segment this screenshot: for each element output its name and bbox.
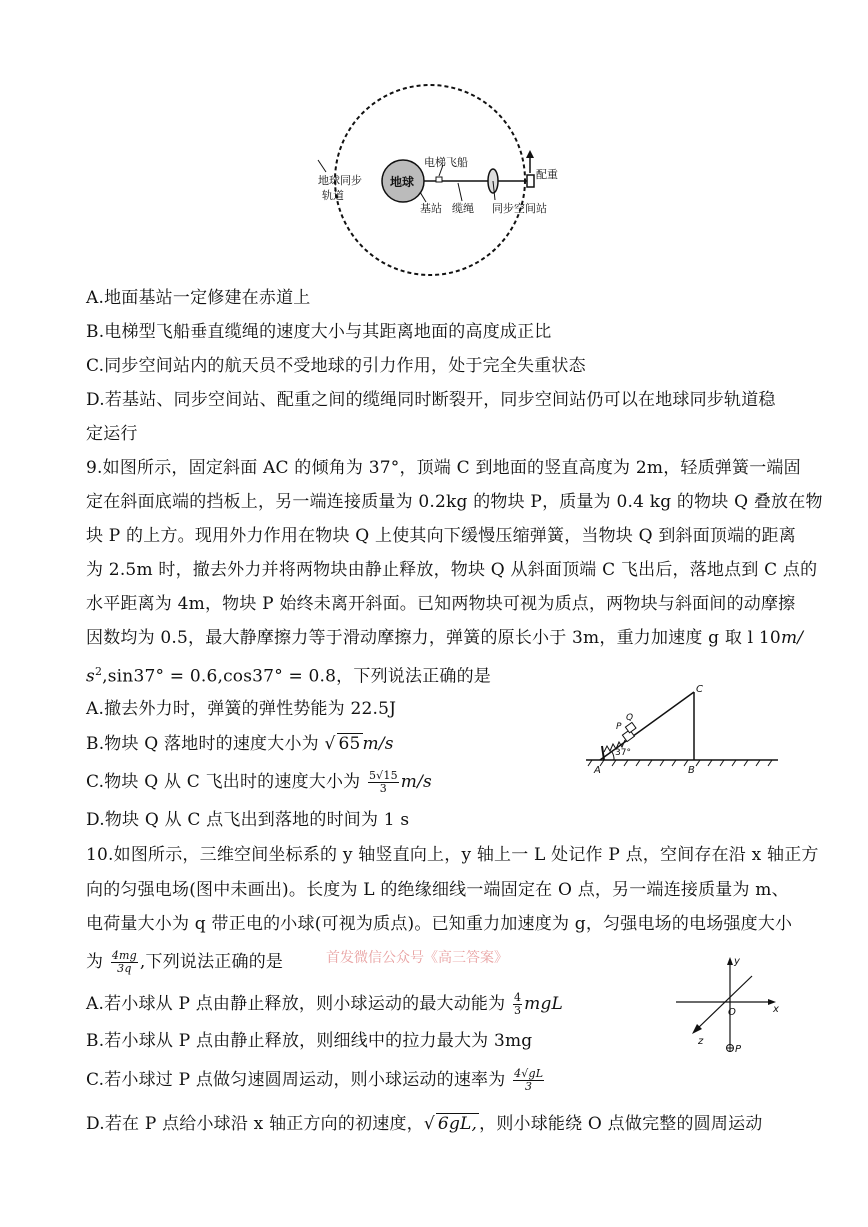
q10-stem-line4-pre: 为: [86, 952, 109, 972]
q10-option-c-denominator: 3: [525, 1080, 533, 1093]
label-p: P: [616, 722, 622, 732]
q10-stem-line1: 10.如图所示，三维空间坐标系的 y 轴竖直向上，y 轴上一 L 处记作 P 点，空间存在沿 x 轴正方: [86, 845, 819, 865]
q8-option-a: A.地面基站一定修建在赤道上: [86, 288, 311, 308]
q10-option-a: [86, 992, 563, 1017]
q10-option-c-numerator: 4√gL: [514, 1067, 544, 1080]
q10-option-c-fraction: [513, 1068, 544, 1093]
q9-stem-line5: 水平距离为 4m，物块 P 始终未离开斜面。已知两物块可视为质点，两物块与斜面间的动摩擦: [86, 594, 796, 614]
axis-label-y: y: [734, 956, 740, 967]
q9-stem-line6-unit: m/: [780, 628, 804, 648]
up-arrow: [526, 150, 534, 158]
q9-stem-line3: 块 P 的上方。现用外力作用在物块 Q 上使其向下缓慢压缩弹簧，当物块 Q 到斜面顶端的距离: [86, 526, 796, 546]
point-p-label: P: [735, 1044, 742, 1055]
q8-option-d-line1: D.若基站、同步空间站、配重之间的缆绳同时断裂开，同步空间站仍可以在地球同步轨道稳: [86, 390, 776, 410]
elevator-ship: [436, 177, 442, 182]
axis-label-z: z: [698, 1036, 704, 1047]
q10-stem-line4-post: ,下列说法正确的是: [139, 952, 284, 972]
earth-label: 地球: [390, 175, 415, 189]
counterweight-label: 配重: [536, 168, 558, 181]
q10-stem-line3: 电荷量大小为 q 带正电的小球(可视为质点)。已知重力加速度为 g，匀强电场的电场强度大小: [86, 914, 793, 934]
ground-hatch: [588, 760, 772, 766]
geo-orbit-label-1: 地球同步: [318, 174, 362, 187]
q9-option-a: A.撤去外力时，弹簧的弹性势能为 22.5J: [86, 699, 397, 719]
q9-stem-line7-s: s: [86, 666, 95, 687]
q9-stem-line7-sup: 2: [94, 665, 103, 678]
q9-option-c-fraction: [368, 770, 399, 795]
z-axis: [696, 976, 752, 1030]
origin-label: O: [728, 1007, 736, 1018]
q8-option-c: C.同步空间站内的航天员不受地球的引力作用，处于完全失重状态: [86, 356, 586, 376]
q10-option-a-numerator: 4: [513, 991, 522, 1004]
q9-stem-line1: 9.如图所示，固定斜面 AC 的倾角为 37°，顶端 C 到地面的竖直高度为 2m，轻质弹簧一端固: [86, 458, 801, 478]
q9-stem-line6: [86, 628, 803, 648]
q9-option-b-sqrt-sign: √: [324, 734, 336, 754]
q10-option-a-text: A.若小球从 P 点由静止释放，则小球运动的最大动能为: [86, 994, 511, 1014]
label-b: B: [688, 765, 695, 776]
q8-option-b: B.电梯型飞船垂直缆绳的速度大小与其距离地面的高度成正比: [86, 322, 552, 342]
base-label: 基站: [420, 202, 442, 215]
cable-label: 缆绳: [452, 202, 474, 215]
space-elevator-diagram: [300, 80, 570, 280]
label-q: Q: [626, 713, 634, 723]
label-c: C: [696, 684, 703, 695]
angle-arc: [612, 752, 614, 760]
q10-option-d-sqrt-sign: √: [423, 1114, 435, 1134]
q9-option-c-numerator: 5√15: [368, 769, 398, 782]
q9-stem-line7-rest: ,sin37° = 0.6,cos37° = 0.8，下列说法正确的是: [102, 666, 491, 687]
q9-option-d: D.物块 Q 从 C 点飞出到落地的时间为 1 s: [86, 810, 410, 830]
q9-option-b-radicand: 65: [338, 734, 361, 754]
label-a: A: [594, 765, 601, 776]
q9-option-b-unit: m/s: [362, 734, 394, 754]
q10-option-d-text: D.若在 P 点给小球沿 x 轴正方向的初速度，: [86, 1114, 424, 1134]
q9-stem-line6-text: 因数均为 0.5，最大静摩擦力等于滑动摩擦力，弹簧的原长小于 3m，重力加速度 g 取 l 10: [86, 628, 781, 648]
q8-option-d-line2: 定运行: [86, 424, 138, 444]
q9-option-c: [86, 770, 432, 795]
elevator-ship-label: 电梯飞船: [424, 156, 468, 169]
q9-option-c-denominator: 3: [379, 782, 387, 795]
axes-diagram: [670, 952, 790, 1067]
q10-option-c: [86, 1068, 546, 1093]
q10-field-fraction: [111, 950, 138, 975]
space-station-label: 同步空间站: [492, 202, 547, 215]
geo-orbit-label-2: 轨道: [322, 189, 344, 202]
watermark: 首发微信公众号《高三答案》: [326, 950, 508, 966]
counterweight-box: [527, 175, 534, 187]
q10-field-numerator: 4mg: [111, 949, 137, 962]
q9-option-b: [86, 733, 394, 754]
incline-diagram: [582, 682, 782, 777]
q10-stem-line4: [86, 950, 283, 975]
q9-option-c-unit: m/s: [400, 772, 432, 792]
q10-stem-line2: 向的匀强电场(图中未画出)。长度为 L 的绝缘细线一端固定在 O 点，另一端连接质量为 m、: [86, 880, 789, 900]
q10-option-d-post: ，则小球能绕 O 点做完整的圆周运动: [479, 1114, 763, 1134]
q10-option-c-text: C.若小球过 P 点做匀速圆周运动，则小球运动的速率为: [86, 1070, 512, 1090]
q10-option-d: [86, 1113, 762, 1134]
q9-stem-line2: 定在斜面底端的挡板上，另一端连接质量为 0.2kg 的物块 P，质量为 0.4 kg 的物块 Q 叠放在物: [86, 492, 823, 512]
q9-option-b-text: B.物块 Q 落地时的速度大小为: [86, 734, 325, 754]
q10-option-a-fraction: [513, 992, 522, 1017]
q9-option-c-text: C.物块 Q 从 C 飞出时的速度大小为: [86, 772, 366, 792]
q9-stem-line4: 为 2.5m 时，撤去外力并将两物块由静止释放，物块 Q 从斜面顶端 C 飞出后，落地点到 C 点的: [86, 560, 818, 580]
q10-option-b: B.若小球从 P 点由静止释放，则细线中的拉力最大为 3mg: [86, 1031, 533, 1051]
q10-field-denominator: 3q: [117, 962, 132, 975]
q10-option-a-unit: mgL: [524, 994, 564, 1014]
q9-stem-line7: [86, 662, 491, 687]
axis-label-x: x: [773, 1004, 779, 1015]
q10-option-a-denominator: 3: [513, 1004, 522, 1017]
q10-option-d-radicand: 6gL,: [437, 1114, 478, 1134]
angle-label: 37°: [615, 748, 631, 758]
